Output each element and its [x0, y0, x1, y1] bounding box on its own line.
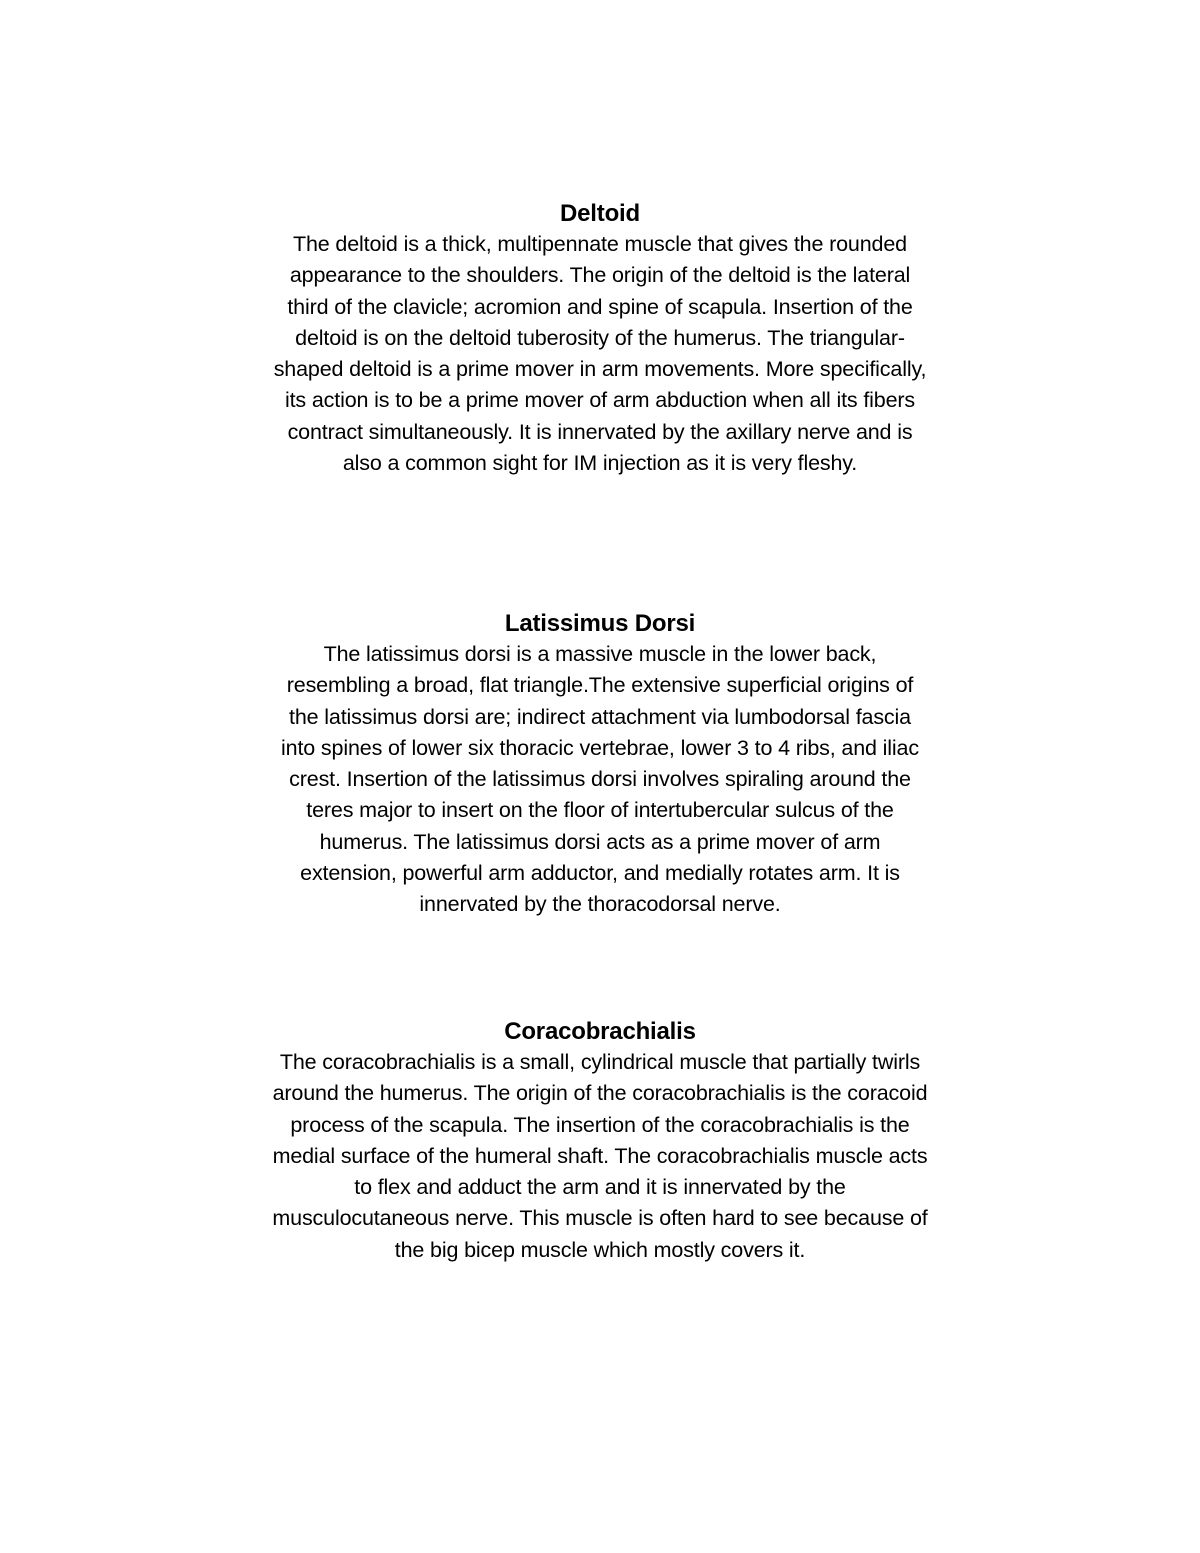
body-line: medial surface of the humeral shaft. The coracobrachialis muscle acts	[272, 1143, 928, 1168]
body-line: around the humerus. The origin of the coracobrachialis is the coracoid	[272, 1081, 928, 1106]
section-title: Latissimus Dorsi	[504, 610, 696, 637]
section-title: Coracobrachialis	[504, 1018, 696, 1045]
body-line: musculocutaneous nerve. This muscle is often hard to see because of	[272, 1206, 928, 1231]
section-body	[0, 1047, 1200, 1266]
section-coracobrachialis	[0, 1016, 1200, 1266]
body-line: resembling a broad, flat triangle.The extensive superficial origins of	[286, 673, 914, 698]
body-line: deltoid is on the deltoid tuberosity of the humerus. The triangular-	[295, 325, 905, 350]
body-line: third of the clavicle; acromion and spine of scapula. Insertion of the	[287, 294, 913, 319]
body-line: The coracobrachialis is a small, cylindrical muscle that partially twirls	[279, 1050, 921, 1074]
section-deltoid	[0, 198, 1200, 479]
body-line: contract simultaneously. It is innervated by the axillary nerve and is	[287, 419, 913, 444]
section-title: Deltoid	[560, 200, 640, 227]
body-line: The deltoid is a thick, multipennate muscle that gives the rounded	[293, 232, 907, 256]
section-latissimus-dorsi	[0, 608, 1200, 921]
body-line: The latissimus dorsi is a massive muscle in the lower back,	[323, 642, 877, 666]
body-line: extension, powerful arm adductor, and medially rotates arm. It is	[300, 861, 900, 886]
body-line: humerus. The latissimus dorsi acts as a prime mover of arm	[319, 829, 881, 854]
body-line: teres major to insert on the floor of intertubercular sulcus of the	[306, 798, 894, 823]
section-body	[0, 229, 1200, 479]
body-line: the big bicep muscle which mostly covers it.	[394, 1237, 806, 1262]
section-body	[0, 639, 1200, 921]
body-line: appearance to the shoulders. The origin of the deltoid is the lateral	[289, 263, 911, 288]
body-line: process of the scapula. The insertion of the coracobrachialis is the	[290, 1112, 910, 1137]
body-line: also a common sight for IM injection as it is very fleshy.	[342, 451, 858, 476]
body-line: its action is to be a prime mover of arm abduction when all its fibers	[284, 388, 915, 413]
body-line: to flex and adduct the arm and it is innervated by the	[354, 1175, 846, 1200]
body-line: into spines of lower six thoracic vertebrae, lower 3 to 4 ribs, and iliac	[281, 735, 919, 760]
body-line: the latissimus dorsi are; indirect attachment via lumbodorsal fascia	[289, 704, 911, 729]
body-line: innervated by the thoracodorsal nerve.	[419, 892, 781, 917]
body-line: shaped deltoid is a prime mover in arm movements. More specifically,	[273, 357, 927, 382]
body-line: crest. Insertion of the latissimus dorsi involves spiraling around the	[289, 767, 911, 792]
